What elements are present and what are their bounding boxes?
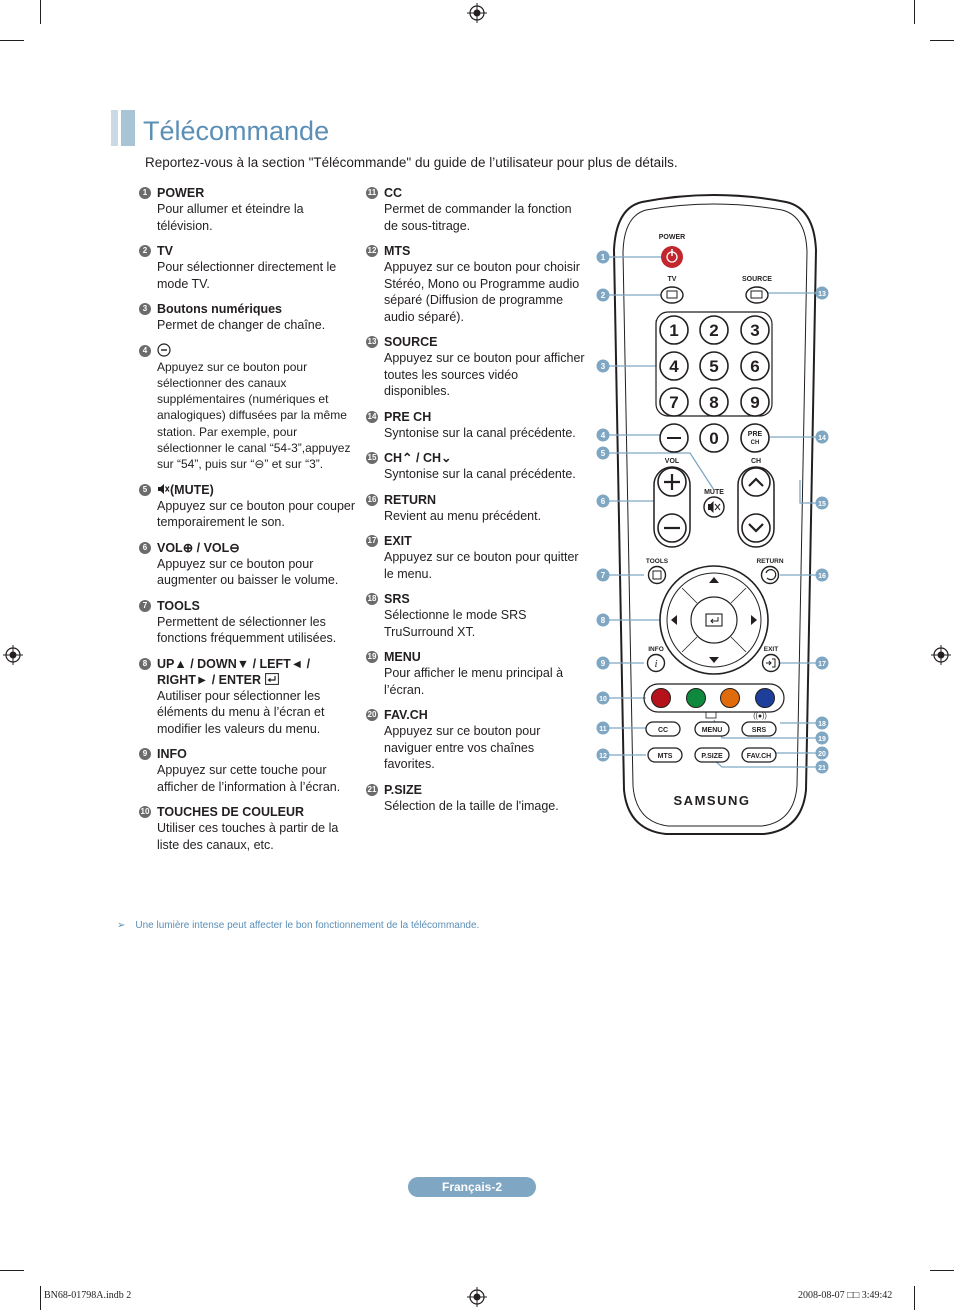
intro-text: Reportez-vous à la section "Télécommande" du guide de l’utilisateur pour plus de détails. [145, 155, 678, 170]
callout-badge [816, 569, 829, 582]
item-number: 11 [367, 188, 377, 197]
items-left-column [139, 185, 359, 862]
registration-mark-icon [467, 3, 487, 23]
callout-number: 1 [600, 253, 606, 262]
callout-badge [597, 360, 610, 373]
crop-mark [0, 40, 24, 41]
callout-number: 9 [600, 659, 606, 668]
vol-down-button[interactable] [658, 514, 686, 542]
list-item [366, 492, 586, 525]
item-description: Appuyez sur ce bouton pour naviguer entre vos chaînes favorites. [384, 724, 541, 771]
info-icon: i [654, 658, 658, 670]
exit-label: EXIT [763, 646, 779, 653]
fav-ch-button-label: FAV.CH [746, 753, 772, 760]
crop-mark [930, 40, 954, 41]
callout-number: 16 [818, 573, 826, 580]
list-item [366, 450, 586, 483]
list-item [139, 243, 359, 292]
item-number: 20 [367, 710, 377, 719]
item-number: 1 [139, 187, 151, 199]
item-description: Autiliser pour sélectionner les éléments du menu à l’écran et modifier les valeurs du menu. [157, 688, 325, 736]
list-item [139, 656, 359, 738]
crop-mark [0, 1270, 24, 1271]
item-number: 7 [139, 600, 151, 612]
crop-mark [40, 1286, 41, 1310]
callout-badge [597, 657, 610, 670]
psize-button[interactable] [695, 748, 729, 762]
item-number: 18 [367, 594, 377, 603]
ch-label: CH [750, 458, 762, 465]
callout-number: 4 [600, 431, 606, 440]
item-description: Permettent de sélectionner les fonctions fréquemment utilisées. [157, 614, 337, 646]
cc-button[interactable] [646, 722, 680, 736]
minus-circle-icon [157, 343, 171, 357]
item-title: FAV.CH [384, 708, 428, 722]
mute-icon [157, 483, 170, 495]
item-title: TOUCHES DE COULEUR [157, 805, 305, 820]
callout-badge [597, 429, 610, 442]
callout-badge [597, 614, 610, 627]
item-title: RETURN [384, 492, 437, 507]
item-title: INFO [157, 747, 187, 762]
vol-label: VOL [664, 458, 680, 465]
item-title [157, 343, 359, 359]
pre-ch-label-bottom: CH [750, 440, 760, 446]
callout-badge [816, 717, 829, 730]
callout-number: 19 [818, 736, 826, 743]
item-title: SRS [384, 592, 410, 606]
callout-number: 14 [818, 435, 826, 442]
callout-number: 12 [599, 753, 607, 760]
list-item [366, 334, 586, 400]
vol-up-button[interactable] [658, 468, 686, 496]
ch-up-button[interactable] [742, 468, 770, 496]
item-title [157, 656, 359, 688]
callout-number: 11 [599, 726, 607, 733]
remote-control-illustration [594, 190, 834, 840]
ch-down-button[interactable] [742, 514, 770, 542]
item-number: 13 [367, 337, 377, 346]
registration-mark-icon [931, 645, 951, 665]
item-number: 21 [367, 784, 377, 794]
callout-number: 6 [600, 497, 606, 506]
list-item [139, 746, 359, 795]
source-label: SOURCE [742, 276, 772, 283]
item-number: 17 [367, 536, 377, 545]
item-description: Utiliser ces touches à partir de la liste des canaux, etc. [157, 821, 339, 852]
fav-ch-button[interactable] [742, 748, 776, 762]
item-description: Sélection de la taille de l'image. [384, 798, 559, 813]
item-description: Pour afficher le menu principal à l’écran. [384, 666, 564, 697]
item-title: EXIT [384, 534, 412, 548]
registration-mark-icon [3, 645, 23, 665]
list-item [366, 409, 586, 442]
mts-button-label: MTS [657, 753, 673, 760]
red-color-button[interactable] [652, 689, 671, 708]
menu-button-label: MENU [701, 727, 723, 734]
item-description: Appuyez sur ce bouton pour couper temporairement le son. [157, 498, 356, 530]
mute-label: MUTE [704, 489, 724, 496]
title-accent-bar [111, 110, 135, 146]
page-number-badge: Français-2 [408, 1177, 536, 1197]
note-label: Une lumière intense peut affecter le bon fonctionnement de la télécommande. [135, 920, 480, 931]
digit-button-1[interactable] [660, 316, 688, 344]
item-title: POWER [157, 186, 205, 200]
list-item [139, 540, 359, 589]
item-description: Appuyez sur ce bouton pour quitter le menu. [384, 550, 579, 581]
item-description: Appuyez sur ce bouton pour augmenter ou baisser le volume. [157, 556, 339, 588]
dash-button[interactable] [660, 424, 688, 452]
item-title: MENU [384, 650, 421, 664]
list-item [366, 782, 586, 815]
item-description: Appuyez sur ce bouton pour choisir Stéréo, Mono ou Programme audio séparé (Diffusion de programme audio séparé). [384, 260, 580, 324]
callout-badge [597, 251, 610, 264]
note-text [117, 920, 479, 931]
green-color-button[interactable] [687, 689, 706, 708]
item-title: P.SIZE [384, 782, 422, 797]
digit-button-3[interactable] [741, 316, 769, 344]
item-description: Appuyez sur ce bouton pour afficher toutes les sources vidéo disponibles. [384, 351, 585, 398]
list-item [366, 185, 586, 234]
item-description: Syntonise sur la canal précédente. [384, 467, 576, 481]
item-title: TOOLS [157, 598, 200, 613]
callout-badge [597, 692, 610, 705]
callout-number: 21 [818, 765, 826, 772]
digit-button-7[interactable] [660, 388, 688, 416]
callout-number: 8 [600, 616, 606, 625]
list-item [139, 804, 359, 853]
exit-button[interactable] [763, 655, 780, 672]
item-number: 14 [367, 411, 377, 421]
info-label: INFO [648, 646, 664, 653]
tools-label: TOOLS [645, 558, 669, 565]
callout-number: 15 [818, 501, 826, 508]
digit-button-0[interactable] [700, 424, 728, 452]
list-item [139, 185, 359, 234]
item-description: Pour allumer et éteindre la télévision. [157, 202, 304, 233]
item-number: 12 [367, 246, 377, 255]
page-title: Télécommande [143, 116, 330, 146]
item-number: 9 [139, 748, 151, 760]
item-description: Appuyez sur ce bouton pour sélectionner des canaux supplémentaires (numériques et analogiques) diffusées par la même station. Par exemple, pour sélectionner le canal “54-3”,appuyez sur “54”, puis sur “⊖” et sur “3”. [157, 359, 351, 472]
list-item [366, 591, 586, 640]
callout-number: 20 [818, 751, 826, 758]
callout-number: 3 [600, 362, 606, 371]
digit-button-9[interactable] [741, 388, 769, 416]
list-item [139, 482, 359, 531]
callout-number: 5 [600, 449, 606, 458]
item-number: 2 [139, 245, 151, 257]
item-description: Pour sélectionner directement le mode TV. [157, 260, 337, 291]
item-description: Sélectionne le mode SRS TruSurround XT. [384, 608, 527, 639]
list-item [139, 301, 359, 334]
item-title-text: (MUTE) [170, 482, 214, 497]
mute-button[interactable] [704, 497, 724, 517]
return-button[interactable] [762, 567, 779, 584]
callout-badge [816, 747, 829, 760]
digit-label: 4 [669, 357, 679, 376]
psize-button-label: P.SIZE [701, 753, 723, 760]
digit-label: 7 [669, 393, 679, 412]
item-title: CH⌃ / CH⌄ [384, 451, 452, 465]
power-button[interactable] [661, 246, 683, 268]
item-number: 10 [140, 807, 150, 817]
brand-logo: SAMSUNG [673, 793, 751, 808]
item-number: 15 [367, 453, 377, 462]
callout-badge [597, 495, 610, 508]
pre-ch-button[interactable] [741, 424, 769, 452]
source-button[interactable] [746, 287, 768, 303]
mts-button[interactable] [648, 748, 682, 762]
item-number: 3 [139, 303, 151, 315]
tv-button[interactable] [661, 287, 683, 303]
print-slug-date: 2008-08-07 □□ 3:49:42 [798, 1290, 893, 1301]
callout-badge [816, 657, 829, 670]
callout-badge [816, 431, 829, 444]
list-item [139, 343, 359, 473]
crop-mark [40, 0, 41, 24]
digit-label: 0 [709, 429, 719, 448]
print-slug-file: BN68-01798A.indb 2 [44, 1290, 132, 1301]
digit-button-2[interactable] [700, 316, 728, 344]
blue-color-button[interactable] [756, 689, 775, 708]
callout-badge [816, 761, 829, 774]
callout-badge [597, 749, 610, 762]
registration-mark-icon [467, 1287, 487, 1307]
crop-mark [914, 0, 915, 24]
digit-button-6[interactable] [741, 352, 769, 380]
digit-label: 3 [750, 321, 760, 340]
item-title: Boutons numériques [157, 302, 283, 316]
digit-label: 8 [709, 393, 719, 412]
callout-badge [597, 289, 610, 302]
item-title [157, 482, 359, 498]
item-title: CC [384, 186, 403, 200]
digit-label: 9 [750, 393, 760, 412]
item-number: 5 [139, 484, 151, 496]
srs-button-label: SRS [751, 727, 767, 734]
callout-number: 18 [818, 721, 826, 728]
item-title: TV [157, 244, 173, 258]
srs-button[interactable] [742, 722, 776, 736]
list-item [366, 243, 586, 325]
item-number: 4 [139, 345, 151, 357]
digit-button-5[interactable] [700, 352, 728, 380]
callout-number: 7 [600, 571, 606, 580]
yellow-color-button[interactable] [721, 689, 740, 708]
callout-number: 17 [818, 661, 826, 668]
callout-badge [816, 497, 829, 510]
callout-badge [597, 569, 610, 582]
power-label: POWER [658, 234, 686, 241]
info-button[interactable] [648, 655, 665, 672]
list-item [139, 598, 359, 647]
callout-number: 13 [818, 291, 826, 298]
digit-button-4[interactable] [660, 352, 688, 380]
callout-number: 10 [599, 696, 607, 703]
item-description: Revient au menu précédent. [384, 508, 542, 523]
callout-badge [597, 447, 610, 460]
callout-badge [816, 732, 829, 745]
item-title: VOL⊕ / VOL⊖ [157, 540, 240, 555]
digit-label: 6 [750, 357, 760, 376]
item-title-text: UP▲ / DOWN▼ / LEFT◄ / RIGHT► / ENTER [157, 656, 311, 687]
item-description: Permet de changer de chaîne. [157, 318, 326, 332]
item-description: Permet de commander la fonction de sous-titrage. [384, 202, 572, 233]
menu-button[interactable] [695, 722, 729, 736]
callout-number: 2 [600, 291, 606, 300]
callout-badge [816, 287, 829, 300]
item-number: 16 [367, 494, 377, 504]
list-item [366, 533, 586, 582]
items-right-column [366, 185, 586, 823]
enter-icon [265, 673, 279, 685]
digit-label: 2 [709, 321, 719, 340]
return-label: RETURN [756, 558, 784, 565]
list-item [366, 649, 586, 698]
callout-badge [597, 722, 610, 735]
tools-button[interactable] [649, 567, 666, 584]
item-number: 8 [139, 658, 151, 670]
item-number: 6 [139, 542, 151, 554]
list-item [366, 707, 586, 773]
digit-label: 1 [669, 321, 679, 340]
srs-icon: ((●)) [753, 713, 767, 720]
item-title: PRE CH [384, 409, 432, 424]
note-arrow-icon: ➢ [117, 920, 126, 931]
crop-mark [930, 1270, 954, 1271]
item-description: Syntonise sur la canal précédente. [384, 425, 576, 440]
crop-mark [914, 1286, 915, 1310]
item-description: Appuyez sur cette touche pour afficher de l’information à l’écran. [157, 763, 341, 794]
digit-label: 5 [709, 357, 719, 376]
tv-label: TV [667, 276, 677, 283]
item-number: 19 [367, 652, 377, 661]
digit-button-8[interactable] [700, 388, 728, 416]
pre-ch-label-top: PRE [747, 431, 763, 438]
cc-button-label: CC [657, 727, 669, 734]
item-title: MTS [384, 244, 411, 258]
item-title: SOURCE [384, 335, 438, 349]
